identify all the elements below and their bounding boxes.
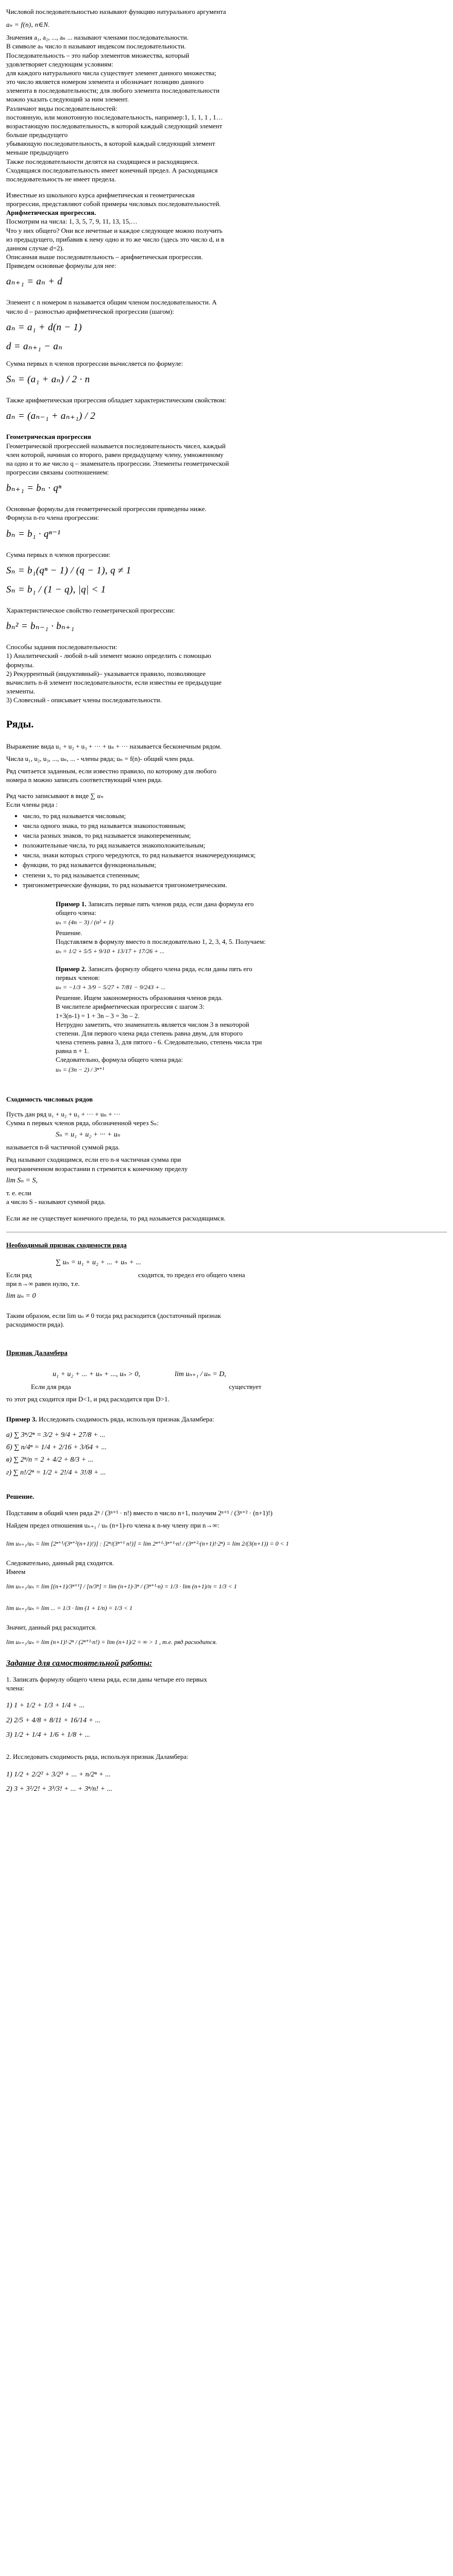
list-item: • тригонометрические функции, то ряд называется тригонометрическим. [23,880,447,889]
text-line: Решение. [56,929,82,937]
text-line: Последовательность – это набор элементов множества, который [6,51,190,59]
text-span: Записать формулу общего члена ряда, если даны пять его [86,965,253,973]
text-span: Ряд часто записывают в виде [6,792,89,800]
text-line: Характеристическое свойство геометрической прогрессии: [6,606,175,614]
text-line: Имеем [6,1567,26,1575]
list-item: • числа одного знака, то ряд называется знакопостоянным; [23,821,447,830]
text-span: Если ряд [6,1271,32,1279]
formula: aₙ = (aₙ₋₁ + aₙ₊₁) / 2 [6,411,96,422]
text-line: Если же не существует конечного предела, то ряд называется расходящимся. [6,1214,226,1222]
formula: a) ∑ 3ⁿ/2ⁿ = 3/2 + 9/4 + 27/8 + ... [6,1431,106,1439]
task-2-list [6,1770,447,1794]
text-line: элемента в последовательности; для любого элемента последовательности [6,87,220,95]
formula: ∑ uₙ = u₁ + u₂ + ... + uₙ + ... [56,1258,141,1266]
solution-title: Решение. [6,1493,35,1501]
list-item: • числа, знаки которых строго чередуются, то ряд называется знакочередующимся; [23,851,447,859]
text-line: 2) Рекуррентный (индуктивный)– указывается правило, позволяющее [6,669,206,677]
text-line: то этот ряд сходится при D<1, и ряд расходится при D>1. [6,1395,170,1403]
formula: lim uₙ = 0 [6,1292,36,1300]
formula: aₙ = f(n), n∈N. [6,21,50,29]
text-line: 1+3(n-1) = 1 + 3n – 3 = 3n – 2. [56,1011,140,1020]
list-item: 2) 3 + 3²/2! + 3³/3! + ... + 3ⁿ/n! + ... [6,1785,112,1793]
text-line: Пусть дан ряд u₁ + u₂ + u₃ + ··· + uₙ + ··· [6,1110,121,1118]
text-line: Числовой последовательностью называют функцию натурального аргумента [6,8,226,15]
text-line: больше предыдущего [6,131,68,139]
example-2 [6,964,447,1074]
formula-part: u₁ + u₂ + ... + uₙ + ..., uₙ > 0, [53,1370,140,1378]
text-line: т. е. если [6,1189,31,1197]
text-line: Описанная выше последовательность – арифметическая прогрессия. [6,253,203,261]
formula: Sₙ = u₁ + u₂ + ··· + uₙ [56,1130,121,1139]
text-line: прогрессии связаны соотношением: [6,468,109,477]
section-heading: Задание для самостоятельной работы: [6,1658,153,1668]
text-line [6,1415,447,1423]
text-line: Найдем предел отношения uₙ₊₁ / uₙ (n+1)-го члена к n-му члену при n→∞: [6,1521,220,1529]
text-line: Что у них общего? Они все нечетные и каждое следующее можно получить [6,226,223,234]
text-line: 1. Записать формулу общего члена ряда, если даны четыре его первых [6,1675,207,1683]
example-1 [6,900,447,956]
text-line: Значит, данный ряд расходится. [6,1623,97,1631]
formula: uₙ = (3n − 2) / 3ⁿ⁺¹ [56,1065,105,1073]
text-line [6,1382,447,1391]
formula: Sₙ = (a₁ + aₙ) / 2 · n [6,374,90,385]
text-line: Таким образом, если lim uₙ ≠ 0 тогда ряд расходится (достаточный признак [6,1312,221,1320]
text-line: называется n-й частичной суммой ряда. [6,1143,120,1151]
text-line: равна n + 1. [56,1047,89,1055]
text-line: члена степень равна 3, для пятого - 6. Следовательно, степень числа три [56,1038,262,1046]
text-line: можно указать следующий за ним элемент. [6,95,129,104]
text-line: Если члены ряда : [6,801,58,809]
text-line: общего члена: [56,909,96,917]
section-title: Необходимый признак сходимости ряда [6,1241,127,1249]
text-span: Исследовать сходимость ряда, используя признак Даламбера: [37,1415,214,1423]
text-line: Следовательно, данный ряд сходится. [6,1558,114,1567]
text-line: Приведем основные формулы для нее: [6,262,116,270]
text-line: Числа u₁, u₂, u₃, ..., uₙ, ... - члены ряда; uₙ = f(n)- общий член ряда. [6,754,194,762]
list-item: • функции, то ряд называется функциональным; [23,860,447,869]
text-line: Посмотрим на числа: 1, 3, 5, 7, 9, 11, 13, 15,… [6,217,138,226]
text-line: а число S - называют суммой ряда. [6,1198,106,1206]
list-item: • числа разных знаков, то ряд называется знакопеременным; [23,831,447,840]
formula: lim uₙ₊₁/uₙ = lim (n+1)!·2ⁿ / (2ⁿ⁺¹·n!) = lim (n+1)/2 = ∞ > 1 , т.е. ряд расходится. [6,1638,217,1646]
text-line: Способы задания последовательности: [6,643,118,651]
text-line: вычислить n-й элемент последовательности, если известны ее предыдущие [6,678,222,686]
formula: в) ∑ 2ⁿ/n = 2 + 4/2 + 8/3 + ... [6,1456,94,1464]
text-line: Подставляем в формулу вместо n последовательно 1, 2, 3, 4, 5. Получаем: [56,938,266,946]
formula: lim uₙ₊₁/uₙ = lim [(n+1)/3ⁿ⁺¹] / [n/3ⁿ] = lim (n+1)·3ⁿ / (3ⁿ⁺¹·n) = 1/3 · lim (n+1)/n = 1/3 < 1 [6,1583,237,1590]
text-line: удовлетворяет следующим условиям: [6,60,113,68]
formula: uₙ = 1/2 + 5/5 + 9/10 + 13/17 + 17/26 + ... [56,947,165,955]
text-line: Элемент с n номером n называется общим членом последовательности. А [6,298,217,307]
text-line: номера n можно записать соответствующий член ряда. [6,776,163,784]
text-line [56,993,447,1002]
text-line: расходимости ряда). [6,1320,64,1329]
text-line: Известные из школьного курса арифметическая и геометрическая [6,191,195,199]
text-line [56,964,447,973]
text-line: при n→∞ равен нулю, т.е. [6,1280,80,1288]
text-line: последовательность не имеет предела. [6,175,116,183]
text-line: Ряд считается заданным, если известно правило, по которому для любого [6,767,216,775]
formula: ∑ uₙ [90,792,104,800]
formula: bₙ₊₁ = bₙ · qⁿ [6,483,62,494]
text-line: прогрессии, представляют собой примеры числовых последовательностей. [6,200,221,208]
text-line: Также арифметическая прогрессия обладает характеристическим свойством: [6,396,226,404]
text-line: Значения a₁, a₂, ..., aₙ ... называют членами последовательности. [6,33,189,42]
section-title: Геометрическая прогрессия [6,433,91,441]
formula: г) ∑ n!/2ⁿ = 1/2 + 2!/4 + 3!/8 + ... [6,1468,106,1477]
text-line: элементы. [6,687,36,695]
text-span: Решение. [56,994,82,1002]
formula: lim Sₙ = S, [6,1176,38,1184]
text-line: Различают виды последовательностей: [6,104,118,112]
text-line: это число является номером элемента и обозначает позицию данного [6,78,204,86]
formula: lim uₙ₊₁/uₙ = lim ... = 1/3 · lim (1 + 1/n) = 1/3 < 1 [6,1604,133,1612]
list-item: 2) 2/5 + 4/8 + 8/11 + 16/14 + ... [6,1716,100,1724]
text-line: Сумма n первых членов ряда, обозначенной через Sₙ: [6,1118,159,1127]
text-line: данном случае d=2). [6,244,64,252]
text-span: сходится, то предел его общего члена [138,1271,245,1279]
text-line: Следовательно, формула общего члена ряда: [56,1056,183,1064]
text-line: Ряд называют сходящимся, если его n-я частичная сумма при [6,1156,181,1164]
text-line [56,900,447,908]
text-line: Выражение вида u₁ + u₂ + u₃ + ··· + uₙ + ··· называется бесконечным рядом. [6,742,222,750]
list-item: 3) 1/2 + 1/4 + 1/6 + 1/8 + ... [6,1731,91,1739]
formula: Sₙ = b₁ / (1 − q), |q| < 1 [6,584,106,595]
text-line: член которой, начиная со второго, равен предыдущему члену, умноженному [6,450,224,459]
formula: bₙ = b₁ · qⁿ⁻¹ [6,528,61,539]
series-types-list [6,811,447,889]
formula: б) ∑ n/4ⁿ = 1/4 + 2/16 + 3/64 + ... [6,1443,107,1451]
text-span: Если для ряда [31,1383,71,1391]
text-span: Записать первые пять членов ряда, если дана формула его [86,900,254,908]
list-item: • положительные числа, то ряд называется знакоположительным; [23,841,447,850]
text-line: на одно и то же число q – знаменатель прогрессии. Элементы геометрической [6,459,229,467]
text-line: В символе aₙ число n называют индексом последовательности. [6,42,186,50]
text-line: члена: [6,1684,25,1692]
text-line: В числителе арифметическая прогрессия с шагом 3: [56,1003,205,1011]
formula [6,1370,447,1379]
text-line: для каждого натурального числа существует элемент данного множества; [6,69,216,77]
formula: aₙ = a₁ + d(n − 1) [6,321,82,333]
section-heading: Ряды. [6,719,34,731]
formula: bₙ² = bₙ₋₁ · bₙ₊₁ [6,621,75,632]
text-span: Ищем закономерность образования членов ряда. [82,994,223,1002]
text-line: Формула n-го члена прогрессии: [6,514,99,522]
text-line [6,1270,447,1279]
text-line: из предыдущего, прибавив к нему одно и то же число (здесь это число d, и в [6,235,225,243]
formula: Sₙ = b₁(qⁿ − 1) / (q − 1), q ≠ 1 [6,565,131,576]
example-title: Пример 1. [56,900,87,908]
text-line: Нетрудно заметить, что знаменатель является числом 3 в некоторой [56,1020,249,1028]
text-line: постоянную, или монотонную последовательность, например:1, 1, 1, 1 , 1… [6,113,223,121]
text-line: степени. Для первого члена ряда степень равна двум, для второго [56,1029,243,1037]
task-1-list [6,1701,447,1740]
text-line: 2. Исследовать сходимость ряда, используя признак Даламбера: [6,1753,189,1761]
text-line: 3) Словесный - описывает члены последовательности. [6,696,162,704]
text-line: первых членов: [56,974,100,982]
list-item: 1) 1 + 1/2 + 1/3 + 1/4 + ... [6,1702,85,1710]
section-title: Признак Даламбера [6,1349,68,1357]
section-title: Арифметическая прогрессия. [6,209,96,217]
text-line: возрастающую последовательность, в которой каждый следующий элемент [6,122,223,130]
example-title: Пример 3. [6,1415,37,1423]
text-line: Сумма первых n членов прогрессии: [6,550,111,558]
text-line: 1) Аналитический - любой n-ый элемент можно определить с помощью [6,652,211,660]
section-title: Сходимость числовых рядов [6,1095,93,1104]
formula-part: lim uₙ₊₁ / uₙ = D, [174,1370,226,1378]
list-item: • степени x, то ряд называется степенным; [23,871,447,879]
formula: uₙ = (4n − 3) / (n² + 1) [56,919,114,926]
text-line: Подставим в общий член ряда 2ⁿ / (3ⁿ⁺¹ · n!) вместо n число n+1, получим 2ⁿ⁺¹ / (3ⁿ⁺² · (n+1)!) [6,1509,273,1517]
formula: aₙ₊₁ = aₙ + d [6,276,63,287]
text-line: Геометрической прогрессией называется последовательность чисел, каждый [6,442,226,450]
formula: lim uₙ₊₁/uₙ = lim [2ⁿ⁺¹/(3ⁿ⁺²(n+1)!)] : [2ⁿ/(3ⁿ⁺¹ n!)] = lim 2ⁿ⁺¹·3ⁿ⁺¹·n! / (3ⁿ⁺²·(n+1)!·2ⁿ) = lim 2/(3(n+1)) = 0 < 1 [6,1539,289,1547]
example-title: Пример 2. [56,965,87,973]
text-line: неограниченном возрастании n стремится к конечному пределу [6,1164,188,1173]
text-line: Сумма первых n членов прогрессии вычисляется по формуле: [6,359,183,367]
text-line: число d – разностью арифметической прогрессии (шагом): [6,307,174,315]
text-line: меньше предыдущего [6,148,69,157]
text-line: формулы. [6,660,34,669]
list-item: 1) 1/2 + 2/2² + 3/2³ + ... + n/2ⁿ + ... [6,1770,111,1778]
formula: d = aₙ₊₁ − aₙ [6,341,63,352]
text-line [6,791,447,800]
text-line: Сходящаяся последовательность имеет конечный предел. А расходящаяся [6,166,218,174]
formula: uₙ = −1/3 + 3/9 − 5/27 + 7/81 − 9/243 + ... [56,984,166,991]
text-span: существует [229,1383,262,1391]
text-line: Основные формулы для геометрической прогрессии приведены ниже. [6,505,207,513]
text-line: Также последовательности делятся на сходящиеся и расходящиеся. [6,157,199,165]
list-item: • число, то ряд называется числовым; [23,811,447,820]
text-line: убывающую последовательность, в которой каждый следующий элемент [6,140,215,148]
